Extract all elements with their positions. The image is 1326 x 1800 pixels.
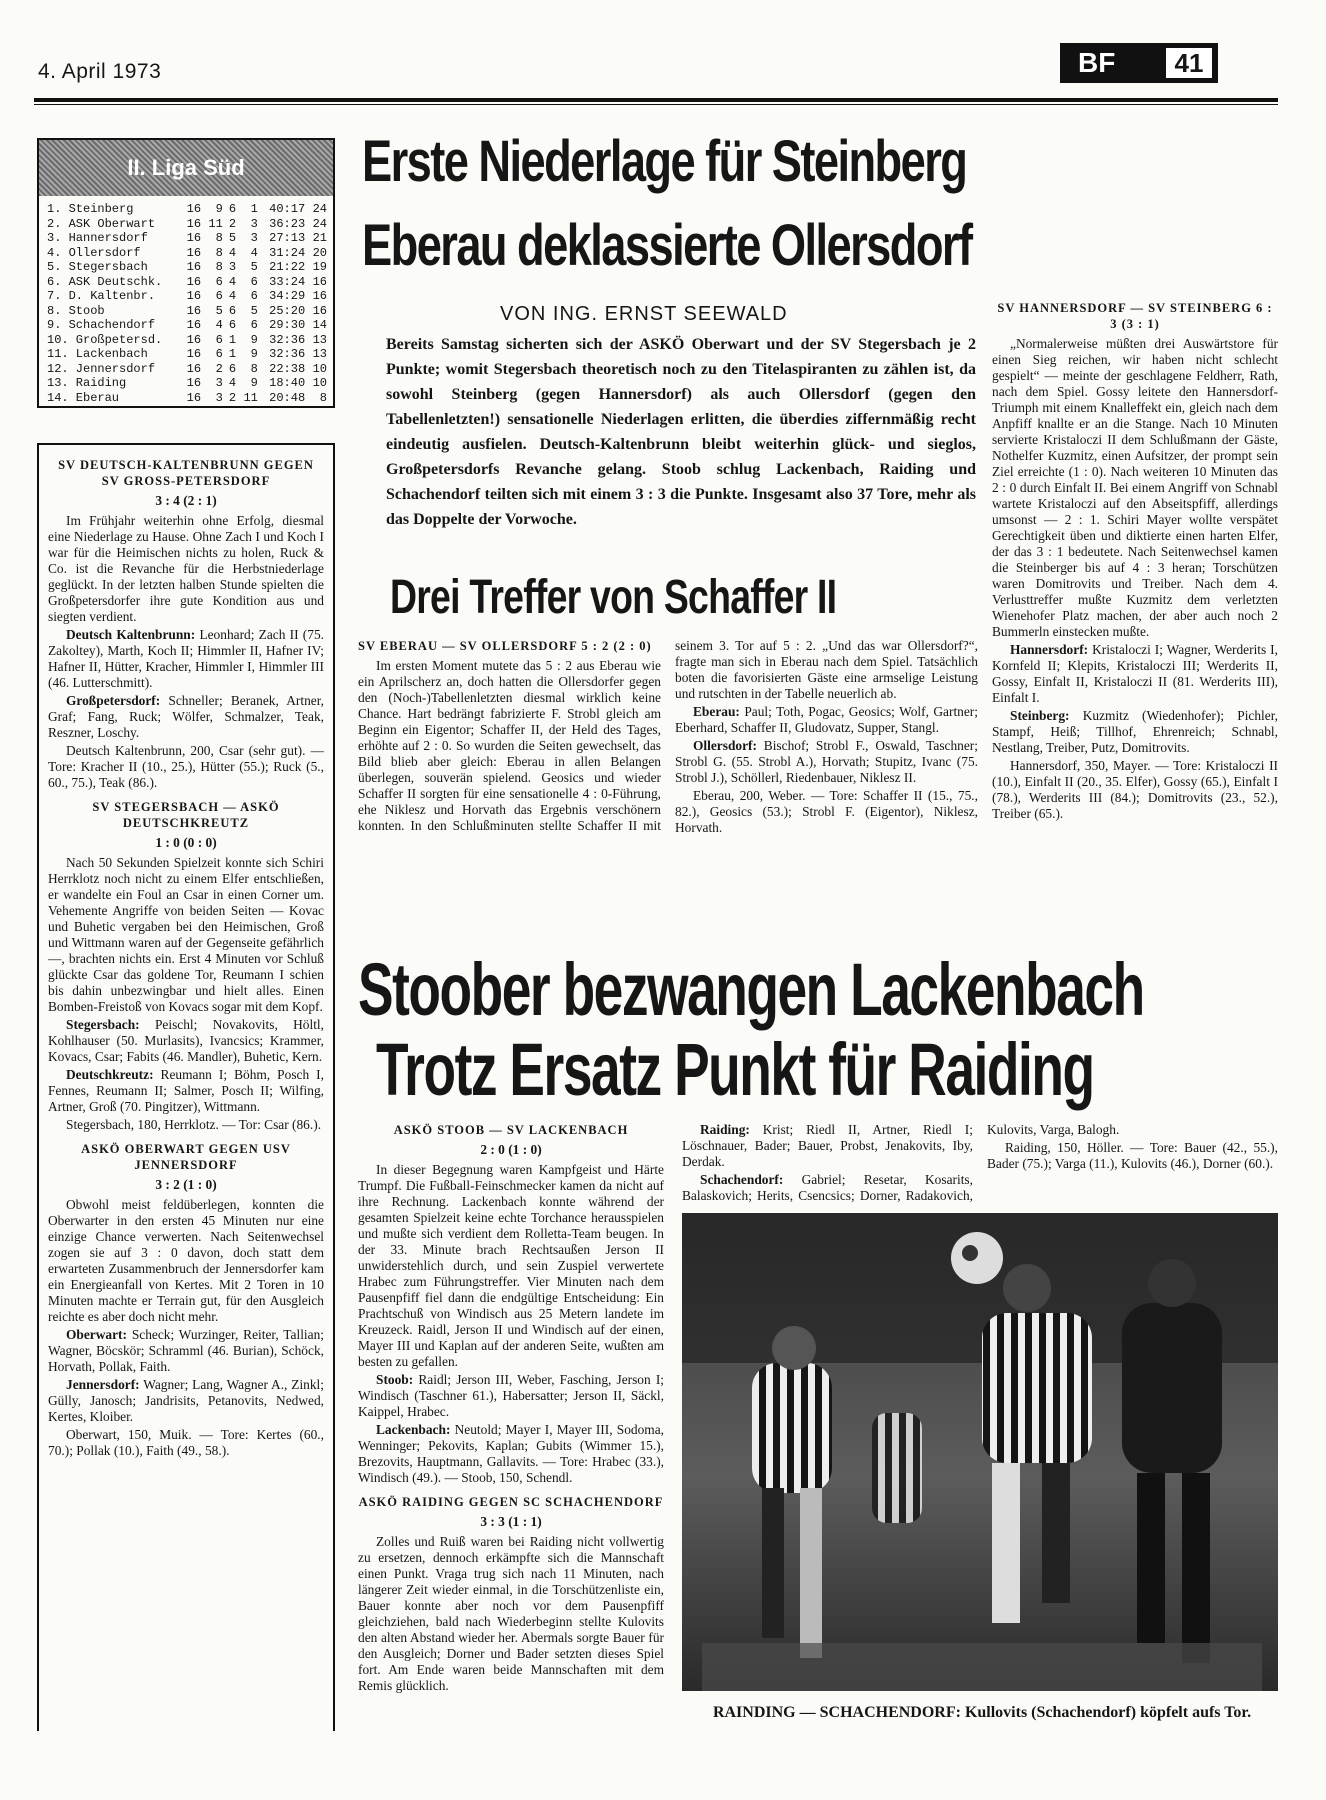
- stoob-article: [358, 1122, 664, 1696]
- standings-row: [47, 202, 331, 217]
- standings-cell: 5: [250, 260, 258, 274]
- lineup: Peischl; Novakovits, Höltl, Kohlhauser (50. Murlasits), Ivancsics; Krammer, Kovacs, Csar; Fabits (46. Mandler), Buhetic, Kern.: [48, 1017, 324, 1064]
- standings-cell: 16: [186, 376, 202, 390]
- lineup: Leonhard; Zach II (75. Zakoltey), Marth, Koch II; Himmler II, Hafner IV; Hafner II, Hütter, Kracher, Himmler I, Himmler III (46. Lutterschmitt).: [48, 627, 324, 690]
- lineup-label: Hannersdorf:: [1010, 642, 1089, 657]
- lineup-label: Oberwart:: [66, 1327, 127, 1342]
- lineup-label: Raiding:: [700, 1122, 750, 1137]
- standings-cell: 4: [228, 245, 237, 260]
- match-title: SV HANNERSDORF — SV STEINBERG 6 : 3 (3 : 1): [997, 301, 1273, 331]
- standings-cell: 8: [215, 245, 223, 260]
- match-title: ASKÖ RAIDING GEGEN SC SCHACHENDORF: [358, 1495, 664, 1509]
- lineup: Wagner; Lang, Wagner A., Zinkl; Gülly, Janosch; Jandrisits, Petanovits, Nedwed, Kertes, Kloiber.: [48, 1377, 324, 1424]
- standings-cell: 5: [215, 303, 223, 318]
- standings-row: [47, 376, 331, 391]
- team-name: 1. Steinberg: [47, 202, 134, 216]
- standings-cell: 16: [186, 318, 202, 332]
- standings-cell: 16: [186, 231, 202, 245]
- match-report: „Normalerweise müßten drei Auswärtstore für einen Sieg reichen, wir haben nicht schlecht gespielt“ — meinte der geschlagene Feldherr, Rath, nach dem Spiel. Gossy leitete den Hannersdorf-Triumph mit einem Knalleffekt ein, gleich nach dem Anpfiff knallte er an die Stange. Nach 10 Minuten servierte Kristaloczi II dem Schlußmann der Gäste, Nothelfer Kuzmitz, einen Aufsitzer, der prompt sein Ziel erreichte (1 : 0). Nach weiteren 10 Minuten das 2 : 0 durch Einfalt II. Bei einem Angriff von Schnabl wartete Kristaloczi auf den Abseitspfiff, allerdings umsonst — 2 : 1. Schiri Mayer wollte verspätet Gerechtigkeit üben und diktierte einen harten Elfer, der das 3 : 1 bedeutete. Nach Seitenwechsel kamen die Steinberger bis auf 4 : 3 heran; Torschützen waren Domitrovits und Treiber. Nach dem 4. Verlusttreffer mußte Kuzmitz dem verletzten Wienehofer Platz machen, der aber auch noch 2 Bummerln einstecken mußte.: [992, 336, 1278, 639]
- standings-cell: 31:24: [269, 245, 306, 260]
- lineup: Kuzmitz (Wiedenhofer); Pichler, Stampf, Heiß; Tillhof, Ehrenreich; Schnabl, Nestlang, Treiber, Putz, Domitrovits.: [992, 708, 1278, 755]
- team-name: 6. ASK Deutschk.: [47, 274, 163, 289]
- raiding-lineups: [682, 1122, 1278, 1204]
- standings-row: [47, 231, 331, 246]
- match-stats: Oberwart, 150, Muik. — Tore: Kertes (60., 70.); Pollak (10.), Faith (49., 58.).: [48, 1427, 324, 1458]
- match-report: In dieser Begegnung waren Kampfgeist und Härte Trumpf. Die Fußball-Feinschmecker kamen da nicht auf ihre Rechnung. Lackenbach konnte während der gesamten Spielzeit keine echte Torchance herausspielen und mußte sich verdient dem Rolletta-Team beugen. In der 33. Minute brach Rechtsaußen Jerson II unwiderstehlich durch, und sein Zuspiel verwertete Hrabec zum Führungstreffer. Vier Minuten nach dem Pausenpfiff fiel dann die endgültige Entscheidung: Ein Prachtschuß von Windisch aus 25 Metern landete im Kreuzeck. Raidl, Jerson II und Windisch auf der einen, Mayer III und Kaplan auf der anderen Seite, wußten am besten zu gefallen.: [358, 1162, 664, 1369]
- standings-cell: 16: [186, 303, 202, 318]
- match-report: Obwohl meist feldüberlegen, konnten die Oberwarter in den ersten 45 Minuten nur eine einzige Chance verwerten. Nach Seitenwechsel zogen sie auf 3 : 0 davon, doch statt dem erwarteten Zusammenbruch der Jennersdorfer kam ein Energieanfall von Kertes. Mit 2 Toren in 10 Minuten machte er Terrain gut, für den Ausgleich reichte es aber doch nicht mehr.: [48, 1197, 324, 1324]
- match-report: Im ersten Moment mutete das 5 : 2 aus Eberau wie ein Aprilscherz an, doch hatten die Ollersdorfer gegen den (Noch-)Tabellenletzten diesmal wirklich keine Chance. Hart bedrängt fabrizierte F. Strobl gleich am Beginn ein Eigentor; Schaffer II, der Held des Tages, erhöhte auf 2 : 0. So wurden die Seiten gewechselt, das Bild blieb aber gleich: Eberau in allen Belangen überlegen, souverän spielend. Geosics und wieder Schaffer II sorgten für eine sensationelle 4 : 0-Führung, ehe Niklesz und Horvath das Ergebnis verschönern konnten. In den Schlußminuten stellte Schaffer II mit seinem 3. Tor auf 5 : 2. „Und das war Ollersdorf?“, fragte man sich in Eberau nach dem Spiel. Tatsächlich boten die favorisierten Gäste eine armselige Leistung und rutschten in der Tabelle neuerlich ab.: [358, 638, 978, 833]
- team-name: 7. D. Kaltenbr.: [47, 289, 156, 303]
- match-stats: Raiding, 150, Höller. — Tore: Bauer (42., 55.), Bader (75.); Varga (11.), Kulovits (46.), Dorner (60.).: [987, 1140, 1278, 1171]
- standings-cell: 14: [312, 318, 327, 332]
- standings-cell: 21:22: [269, 260, 306, 274]
- standings-cell: 16: [186, 274, 202, 289]
- issue-date: 4. April 1973: [38, 60, 162, 83]
- match-result: 3 : 3 (1 : 1): [480, 1514, 542, 1529]
- standings-cell: 1: [228, 332, 237, 347]
- standings-cell: 16: [186, 289, 202, 303]
- standings-cell: 3: [215, 376, 223, 390]
- standings-cell: 13: [312, 347, 327, 361]
- header-rule-thin: [34, 104, 1278, 105]
- standings-cell: 22:38: [269, 361, 306, 376]
- match-report: Zolles und Ruiß waren bei Raiding nicht vollwertig zu ersetzen, dennoch erkämpfte sich die Mannschaft einen Punkt. Vraga trug sich nach 11 Minuten, nach längerer Zeit wieder einmal, in die Torschützenliste ein, Bauer konnte aber noch vor dem Pausenpfiff gleichziehen, bald nach Wiederbeginn stellte Kulovits den alten Abstand wieder her. Abermals sorgte Bauer für den Ausgleich; Dorner und Bader setzten dieses Spiel fort. Am Ende waren beide Mannschaften mit dem Remis glücklich.: [358, 1534, 664, 1693]
- lineup: Schneller; Beranek, Artner, Graf; Fang, Ruck; Wölfer, Schmalzer, Teak, Reszner, Loschy.: [48, 693, 324, 740]
- standings-cell: 24: [312, 216, 327, 231]
- match-stats: Hannersdorf, 350, Mayer. — Tore: Kristaloczi II (10.), Einfalt II (20., 35. Elfer), Gossy (65.), Einfalt I (78.), Werderits III (84.); Domitrovits (23., 52.), Treiber (65.).: [992, 758, 1278, 821]
- lineup-label: Stoob:: [376, 1372, 414, 1387]
- standings-cell: 34:29: [269, 289, 306, 303]
- match-result: 3 : 2 (1 : 0): [155, 1177, 217, 1192]
- standings-row: [47, 362, 331, 377]
- standings-cell: 6: [228, 303, 237, 318]
- team-name: 5. Stegersbach: [47, 260, 148, 274]
- standings-cell: 16: [186, 332, 202, 347]
- standings-cell: 6: [228, 318, 237, 332]
- standings-cell: 20:48: [269, 390, 306, 405]
- standings-cell: 16: [186, 260, 202, 274]
- standings-cell: 4: [228, 376, 237, 390]
- standings-row: [47, 304, 331, 319]
- football: [951, 1232, 1003, 1284]
- lineup-label: Lackenbach:: [376, 1422, 451, 1437]
- standings-cell: 8: [215, 260, 223, 274]
- lineup-label: Jennersdorf:: [66, 1377, 140, 1392]
- main-headline-line1: Erste Niederlage für Steinberg: [362, 129, 967, 194]
- third-headline-line2: Trotz Ersatz Punkt für Raiding: [376, 1028, 1094, 1111]
- standings-cell: 16: [186, 216, 202, 231]
- standings-row: [47, 217, 331, 232]
- lineup: Neutold; Mayer I, Mayer III, Sodoma, Wenninger; Pekovits, Kaplan; Gubits (Wimmer 15.), Brezovits, Hauptmann, Gallavits. — Tore: Hrabec (33.), Windisch (49.). — Stoob, 150, Schendl.: [358, 1422, 664, 1485]
- standings-cell: 4: [250, 245, 258, 260]
- team-name: 13. Raiding: [47, 376, 127, 390]
- lead-paragraph: Bereits Samstag sicherten sich der ASKÖ Oberwart und der SV Stegersbach je 2 Punkte; womit Stegersbach theoretisch noch zu den Titelaspiranten zu zählen ist, da sowohl Steinberg (gegen Hannersdorf) als auch Ollersdorf (gegen den Tabellenletzten!) sensationelle Niederlagen erlitten, die überdies ziffernmäßig recht eindeutig ausfielen. Deutsch-Kaltenbrunn bleibt weiterhin glück- und sieglos, Großpetersdorfs Revanche gelang. Stoob schlug Lackenbach, Raiding und Schachendorf teilten sich mit einem 3 : 3 die Punkte. Insgesamt also 37 Tore, mehr als das Doppelte der Vorwoche.: [386, 336, 976, 528]
- standings-cell: 4: [228, 274, 237, 289]
- lineup-label: Eberau:: [693, 704, 740, 719]
- standings-cell: 16: [186, 390, 202, 405]
- standings-row: [47, 275, 331, 290]
- standings-cell: 4: [228, 289, 237, 303]
- standings-row: [47, 391, 331, 406]
- lineup: Reumann I; Böhm, Posch I, Fennes, Reumann II; Salmer, Posch II; Wilfing, Artner, Groß (70. Pingitzer), Wittmann.: [48, 1067, 324, 1114]
- standings-cell: 6: [228, 202, 237, 216]
- standings-cell: 18:40: [269, 376, 306, 390]
- match-result: 3 : 4 (2 : 1): [155, 493, 217, 508]
- team-name: 12. Jennersdorf: [47, 361, 156, 376]
- standings-cell: 11: [243, 390, 258, 405]
- eberau-article: [358, 638, 978, 928]
- team-name: 9. Schachendorf: [47, 318, 156, 332]
- standings-cell: 2: [228, 216, 237, 231]
- lineup: Paul; Toth, Pogac, Geosics; Wolf, Gartner; Eberhard, Schaffer II, Gludovatz, Supper, Stangl.: [675, 704, 978, 735]
- standings-cell: 3: [228, 260, 237, 274]
- standings-cell: 5: [250, 303, 258, 318]
- standings-cell: 9: [215, 202, 223, 216]
- lineup: Gabriel; Resetar, Kosarits, Balaskovich; Herits, Csencsics; Dorner, Radakovich, Kulovits, Varga, Balogh.: [682, 1122, 1120, 1203]
- standings-cell: 19: [312, 260, 327, 274]
- standings-cell: 16: [186, 202, 202, 216]
- match-stats: Eberau, 200, Weber. — Tore: Schaffer II (15., 75., 82.), Geosics (53.); Strobl F. (Eigentor), Niklesz, Horvath.: [675, 788, 978, 835]
- standings-cell: 2: [215, 361, 223, 376]
- standings-cell: 16: [312, 289, 327, 303]
- standings-cell: 27:13: [269, 231, 306, 245]
- standings-cell: 16: [186, 361, 202, 376]
- brand-label: BF: [1078, 47, 1116, 78]
- standings-cell: 16: [312, 274, 327, 289]
- standings-cell: 36:23: [269, 216, 306, 231]
- standings-cell: 32:36: [269, 332, 306, 347]
- standings-row: [47, 289, 331, 304]
- standings-cell: 5: [228, 231, 237, 245]
- standings-cell: 6: [250, 274, 258, 289]
- lineup-label: Deutschkreutz:: [66, 1067, 154, 1082]
- match-title: SV STEGERSBACH — ASKÖ DEUTSCHKREUTZ: [92, 800, 280, 830]
- standings-title: II. Liga Süd: [39, 140, 333, 196]
- standings-cell: 6: [215, 274, 223, 289]
- lineup: Scheck; Wurzinger, Reiter, Tallian; Wagner, Böcskör; Schramml (46. Burian), Schöck, Horvath, Pollak, Faith.: [48, 1327, 324, 1374]
- standings-cell: 9: [250, 332, 258, 347]
- lineup-label: Ollersdorf:: [693, 738, 757, 753]
- standings-cell: 6: [250, 318, 258, 332]
- team-name: 10. Großpetersd.: [47, 332, 163, 347]
- standings-cell: 32:36: [269, 347, 306, 361]
- team-name: 4. Ollersdorf: [47, 245, 141, 260]
- lineup: Kristaloczi I; Wagner, Werderits I, Kornfeld II; Klepits, Kristaloczi III; Werderits II, Gossy, Einfalt II, Kristaloczi II (81. Werderits III), Einfalt I.: [992, 642, 1278, 705]
- standings-row: [47, 260, 331, 275]
- standings-cell: 2: [228, 390, 237, 405]
- team-name: 2. ASK Oberwart: [47, 216, 156, 231]
- player-striped-center: [982, 1313, 1092, 1463]
- match-title: ASKÖ OBERWART GEGEN USV JENNERSDORF: [81, 1142, 291, 1172]
- left-results-column: [37, 443, 335, 1731]
- lineup: Krist; Riedl II, Artner, Riedl I; Löschnauer, Bader; Bauer, Probst, Jenakovits, Iby, Derdak.: [682, 1122, 973, 1169]
- match-result: 2 : 0 (1 : 0): [480, 1142, 542, 1157]
- player-dark-right: [1122, 1303, 1222, 1473]
- match-report: Nach 50 Sekunden Spielzeit konnte sich Schiri Herrklotz noch nicht zu einem Elfer entschließen, er wandelte ein Foul an Csar in einen Corner um. Vehemente Angriffe von beiden Seiten — Kovac und Buhetic vergaben bei den Heimischen, Groß und Wittmann waren auf der Gegenseite gefährlich —, brachten nichts ein. Erst 4 Minuten vor Schluß glückte Csar das goldene Tor, Reumann I schien bis dahin unbezwingbar und hielt alles. Einen Bomben-Freistoß von Kovacs sogar mit dem Kopf.: [48, 855, 324, 1014]
- photo-caption: RAINDING — SCHACHENDORF: Kullovits (Schachendorf) köpfelt aufs Tor.: [712, 1704, 1252, 1721]
- team-name: 3. Hannersdorf: [47, 231, 148, 245]
- standings-cell: 24: [312, 202, 327, 216]
- standings-cell: 20: [312, 245, 327, 260]
- standings-cell: 16: [186, 347, 202, 361]
- match-title: SV DEUTSCH-KALTENBRUNN GEGEN SV GROSS-PETERSDORF: [58, 458, 314, 488]
- standings-cell: 3: [215, 390, 223, 405]
- standings-row: [47, 347, 331, 362]
- lineup: Bischof; Strobl F., Oswald, Taschner; Strobl G. (55. Strobl A.), Horvath; Stupitz, Ivanc (75. Strobl J.), Schöllerl, Riedenbauer, Niklesz II.: [675, 738, 978, 785]
- main-headline-line2: Eberau deklassierte Ollersdorf: [362, 213, 972, 278]
- standings-row: [47, 333, 331, 348]
- standings-cell: 9: [250, 347, 258, 361]
- team-name: 8. Stoob: [47, 303, 105, 318]
- lineup-label: Steinberg:: [1010, 708, 1070, 723]
- standings-cell: 16: [312, 303, 327, 318]
- standings-cell: 25:20: [269, 303, 306, 318]
- standings-cell: 10: [312, 361, 327, 376]
- standings-cell: 1: [228, 347, 237, 361]
- lineup-label: Großpetersdorf:: [66, 693, 161, 708]
- standings-cell: 3: [250, 216, 258, 231]
- standings-cell: 6: [215, 332, 223, 347]
- standings-cell: 8: [319, 390, 327, 405]
- player-striped-left: [752, 1363, 832, 1493]
- match-title: ASKÖ STOOB — SV LACKENBACH: [393, 1123, 629, 1137]
- team-name: 14. Eberau: [47, 390, 120, 405]
- lineup-label: Deutsch Kaltenbrunn:: [66, 627, 196, 642]
- match-photo: [682, 1213, 1278, 1691]
- standings-cell: 6: [215, 289, 223, 303]
- lineup-label: Stegersbach:: [66, 1017, 140, 1032]
- byline: VON ING. ERNST SEEWALD: [500, 303, 788, 325]
- standings-cell: 40:17: [269, 202, 306, 216]
- football-players-image: [682, 1213, 1278, 1691]
- page-number: 41: [1164, 46, 1214, 80]
- standings-cell: 21: [312, 231, 327, 245]
- standings-cell: 6: [215, 347, 223, 361]
- section-badge: [1060, 43, 1218, 83]
- standings-cell: 10: [312, 376, 327, 390]
- standings-cell: 3: [250, 231, 258, 245]
- secondary-headline: Drei Treffer von Schaffer II: [390, 571, 837, 624]
- standings-row: [47, 246, 331, 261]
- standings-cell: 16: [186, 245, 202, 260]
- match-title: SV EBERAU — SV OLLERSDORF 5 : 2 (2 : 0): [358, 639, 652, 653]
- match-stats: Deutsch Kaltenbrunn, 200, Csar (sehr gut). — Tore: Kracher II (10., 25.), Hütter (55.); Ruck (5., 60., 75.), Teak (86.).: [48, 743, 324, 790]
- standings-cell: 1: [250, 202, 258, 216]
- hannersdorf-article: [992, 300, 1278, 824]
- standings-cell: 4: [215, 318, 223, 332]
- standings-table: [47, 202, 331, 405]
- match-report: Im Frühjahr weiterhin ohne Erfolg, diesmal eine Niederlage zu Hause. Ohne Zach I und Koch I war für die Heimischen nichts zu holen, Ruck & Co. ist die Revanche für die Herbstniederlage geglückt. In der letzten halben Stunde spielten die Großpetersdorfer ihre gute Kondition aus und siegten verdient.: [48, 513, 324, 624]
- header-rule: [34, 98, 1278, 102]
- match-result: 1 : 0 (0 : 0): [155, 835, 217, 850]
- standings-cell: 8: [215, 231, 223, 245]
- standings-cell: 6: [250, 289, 258, 303]
- lineup-label: Schachendorf:: [700, 1172, 784, 1187]
- team-name: 11. Lackenbach: [47, 347, 148, 361]
- match-stats: Stegersbach, 180, Herrklotz. — Tor: Csar (86.).: [66, 1117, 322, 1132]
- standings-table-box: [37, 138, 335, 408]
- third-headline-line1: Stoober bezwangen Lackenbach: [358, 948, 1144, 1031]
- standings-cell: 11: [208, 216, 223, 231]
- standings-row: [47, 318, 331, 333]
- standings-cell: 33:24: [269, 274, 306, 289]
- standings-cell: 8: [250, 361, 258, 376]
- standings-cell: 9: [250, 376, 258, 390]
- standings-cell: 29:30: [269, 318, 306, 332]
- standings-cell: 6: [228, 361, 237, 376]
- lineup: Raidl; Jerson III, Weber, Fasching, Jerson I; Windisch (Taschner 61.), Habersatter; Jerson II, Säckl, Kaippel, Hrabec.: [358, 1372, 664, 1419]
- standings-cell: 13: [312, 332, 327, 347]
